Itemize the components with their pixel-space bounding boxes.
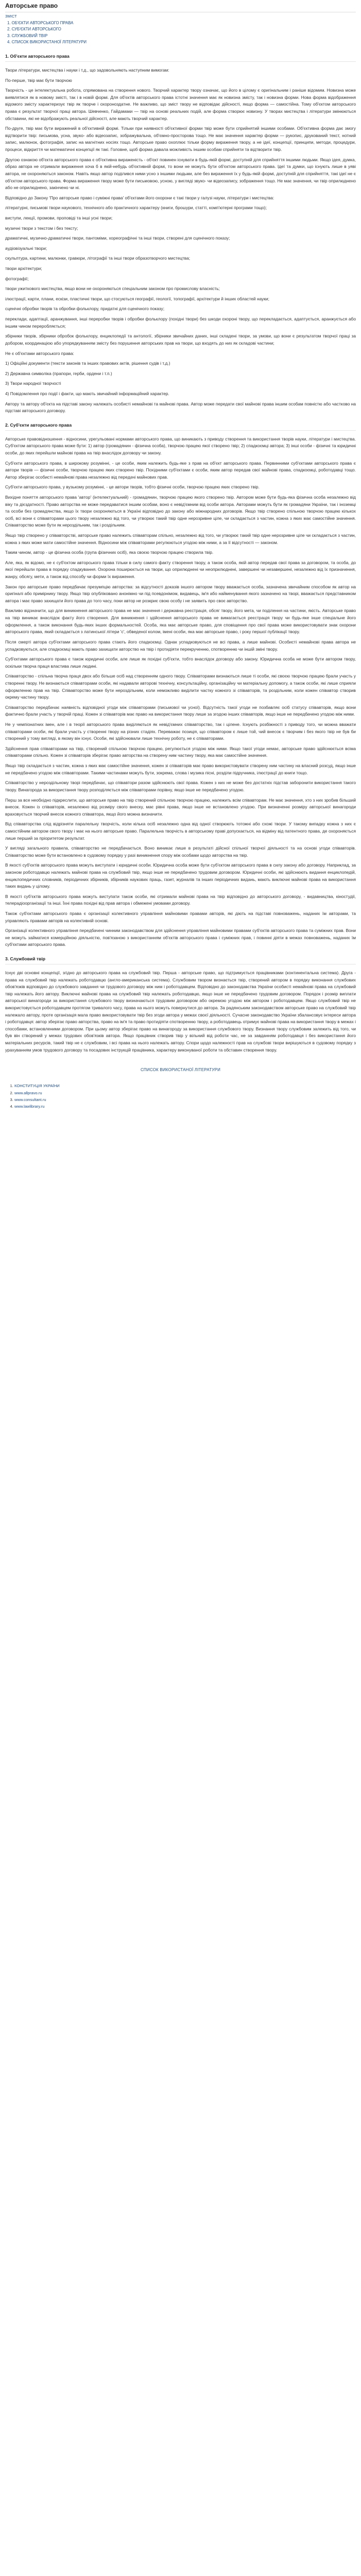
table-of-contents — [5, 13, 356, 46]
paragraph: Якщо твір складається з частин, кожна з яких має самостійне значення, кожен зі співавторів має право використовувати створену ним частину на власний розсуд, якщо інше не передбачено угодою між співавторами. Такими частинами можуть бути, зокрема, слова і музика пісні, розділи підручника, ілюстрації до книги тощо. — [5, 763, 356, 775]
document-page — [0, 0, 361, 1113]
paragraph: Вихідне поняття авторського права 'автор' (інтелектуальний) - громадянин, творчою працею якого створено твір. Автором може бути будь-яка фізична особа незалежно від віку та дієздатності. Право авторства не може передаватися іншим особам, воно є невід'ємним від особи автора. Авторами можуть бути як громадяни України, так і іноземці та особи без громадянства, якщо їх твори охороняються в Україні відповідно до закону або міжнародних договорів. Якщо твір створено спільною творчою працею кількох осіб, всі вони є співавторами цього твору незалежно від того, чи утворює такий твір одне нерозривне ціле, чи складається з частин, кожна з яких має самостійне значення. Співавторство може бути як нероздільним, так і роздільним. — [5, 494, 356, 528]
paragraph: Існує дві основні концепції, згідно до авторського права на службовий твір. Перша - авторське право, що підтримується працівниками (континентальна система). Друга - права на службовий твір належать роботодавцю (англо-американська система). Службовим твором визнається твір, створений автором в порядку виконання службових обов'язків відповідно до службового завдання чи трудового договору між ним і роботодавцем. Відповідно до законодавства України особисті немайнові права на службовий твір належать його автору. Виключні майнові права на службовий твір належать роботодавцю, якщо інше не передбачено трудовим договором. Порядок і розмір виплати авторської винагороди за використання службового твору визначаються трудовим договором або окремою угодою між автором і роботодавцем. Якщо службовий твір не використовується роботодавцем протягом тривалого часу, права на нього можуть повернутися до автора. За радянським законодавством авторське право на службовий твір належало автору, проте організація мала право використовувати твір без згоди автора у межах своєї діяльності. Сучасне законодавство України збалансовує інтереси автора і роботодавця: автор зберігає право авторства, право на ім'я та право протидіяти спотворенню твору, а роботодавець отримує майнові права на використання твору в межах і способами, встановленими договором. При цьому автор зберігає право на винагороду за використання службового твору. Визнання твору службовим залежить від того, чи був він створений у межах трудових обов'язків автора. Якщо працівник створив твір у вільний від роботи час, не за завданням роботодавця і без використання його матеріальних ресурсів, такий твір не є службовим, і всі права на нього належать автору. Спори щодо належності прав на службові твори вирішуються в судовому порядку з урахуванням умов трудового договору та посадових інструкцій працівника, характеру виконуваної роботи та обставин створення твору. — [5, 970, 356, 1053]
bibliography-item — [14, 1097, 356, 1103]
bibliography-link[interactable]: www.allpravo.ru — [14, 1090, 42, 1095]
bibliography-item — [14, 1104, 356, 1110]
paragraph: ілюстрації, карти, плани, ескізи, пластичні твори, що стосуються географії, геології, топографії, архітектури й інших областей науки; — [5, 296, 269, 301]
paragraph: музичні твори з текстом і без тексту; — [5, 225, 78, 231]
paragraph: Закон про авторське право передбачає презумпцію авторства: за відсутності доказів іншого автором твору вважається особа, зазначена звичайним способом як автор на оригіналі або примірнику твору. Якщо твір опубліковано анонімно чи під псевдонімом, видавець, ім'я або найменування якого зазначено на творі, вважається представником автора і має право захищати його права до того часу, поки автор не розкриє свою особу і не заявить про своє авторство. — [5, 584, 356, 603]
paragraph: Суб'єкти авторського права, у вузькому розумінні, - це автори творів, тобто фізичні особи, творчою працею яких створено твір. — [5, 484, 260, 490]
section-body — [5, 970, 356, 1054]
section-heading: 3. Службовий твір — [5, 956, 356, 964]
paragraph: По-перше, твір має бути творчою — [5, 77, 72, 83]
paragraph: сценічні обробки творів та обробки фольклору, придатні для сценічного показу; — [5, 306, 165, 312]
paragraph: Відповідно до Закону 'Про авторське право і суміжні права' об'єктами його охорони є такі твори у галузі науки, літератури і мистецтва: — [5, 195, 274, 200]
paragraph: Суб'єктами авторського права є також юридичні особи, але лише як похідні суб'єкти, тобто внаслідок договору або закону. Юридична особа не може бути автором твору, оскільки творча праця властива лише людині. — [5, 656, 356, 669]
section-service-work — [5, 956, 356, 1054]
paragraph: 3) Твори народної творчості — [5, 381, 61, 386]
bibliography-link[interactable]: www.lawlibrary.ru — [14, 1104, 45, 1109]
section-heading: 2. Суб'єкти авторського права — [5, 422, 356, 431]
paragraph: Важливо відзначити, що для виникнення авторського права не має значення і державна реєстрація, обсяг твору, його мета, чи поділення на частини, якість. Авторське право на твір виникає внаслідок факту його створення. Для виникнення і здійснення авторського права не вимагається реєстрація твору чи будь-яке інше спеціальне його оформлення, а також виконання будь-яких інших формальностей. Особа, яка має авторське право, для сповіщення про свої права може використовувати знак охорони авторського права, який складається з латинської літери 'с', обведеної колом, імені особи, яка має авторське право, і року першої публікації твору. — [5, 608, 356, 635]
paragraph: скульптура, картини, малюнки, гравюри, літографії та інші твори образотворчого мистецтва; — [5, 256, 191, 261]
paragraph: Не у чемпіонатних імен, але і в теорії авторського права виділяються як невід'ємних співавторство, так і цілене. Існують розбіжності з приводу того, чи можна вважати співавторами особи, які брали участь у створенні твору на різних стадіях. Переважає позиція, що співавтором є лише той, чий внесок є творчим і без якого твір не був би створений у тому вигляді, в якому він існує. Особи, які здійснювали лише технічну роботу, не є співавторами. — [5, 722, 356, 741]
paragraph: Авторське правовідношення - відносини, урегульовані нормами авторського права, що виникають з приводу створення та використання творів науки, літератури і мистецтва. Суб'єктом авторського права може бути: 1) автор (громадянин - фізична особа), творчою працею якої створено твір; 2) спадкоємці автора; 3) інші особи - фізичні та юридичні особи, до яких перейшли майнові права на твір внаслідок договору чи закону. — [5, 436, 356, 455]
bibliography-item — [14, 1083, 356, 1089]
paragraph: Також суб'єктами авторського права є організації колективного управління майновими правами авторів, які діють на підставі повноважень, наданих їм авторами, та управляють правами авторів на колективній основі. — [5, 911, 356, 923]
paragraph: 1) Офіційні документи (тексти законів та інших правових актів, рішення судів і т.д.) — [5, 361, 170, 366]
bibliography-link[interactable]: www.consultant.ru — [14, 1097, 46, 1102]
paragraph: Перш за все необхідно підкреслити, що авторське право на твір створений спільною творчою працею, належить всім співавторам. Не має значення, хто з них зробив більший внесок. Кожен із співавторів, незалежно від розміру свого внеску, має рівні права, якщо інше не встановлено угодою. При визначенні розміру авторської винагороди враховується творчий внесок кожного співавтора, якщо його можна визначити. — [5, 797, 356, 817]
paragraph: Здійснення прав співавторами на твір, створений спільною творчою працею, регулюється угодою між ними. Якщо такої угоди немає, авторське право здійснюється всіма співавторами спільно. Кожен зі співавторів зберігає право авторства на створену ним частину твору, яка має самостійне значення. — [5, 745, 356, 758]
paragraph: Але, яка, як відомо, не є суб'єктом авторського права тільки в силу самого факту створення твору, а також особа, якій автор передав свої права за договором, та особа, до якої перейшли права в порядку спадкування. Охорона поширюється на твори, що оприлюднені чи неоприлюднені, завершені чи незавершені, незалежно від їх призначення, жанру, обсягу, мети, а також від способу чи форми їх вираження. — [5, 560, 356, 580]
toc-link-bibliography[interactable]: 4. СПИСОК ВИКОРИСТАНОЇ ЛІТЕРАТУРИ — [7, 40, 87, 45]
section-objects — [5, 53, 356, 415]
paragraph: аудіовізуальні твори; — [5, 245, 47, 251]
paragraph: драматичні, музично-драматичні твори, пантоміми, хореографічні та інші твори, створені для сценічного показу; — [5, 235, 230, 241]
paragraph: Співавторство - спільна творча праця двох або більше осіб над створенням одного твору. Співавторами визнаються лише ті особи, які своєю творчою працею брали участь у створенні твору. Не визнаються співавторами особи, які надавали авторові технічну, консультаційну, організаційну чи матеріальну допомогу, а також особи, які лише сприяли оформленню прав на твір. Співавторство може бути нероздільним, коли неможливо виділити частку кожного зі співавторів, та роздільним, коли кожен співавтор створив окрему частину твору. — [5, 673, 356, 700]
section-body — [5, 67, 356, 415]
toc-heading: ЗМІСТ — [5, 14, 17, 19]
paragraph: Якщо твір створено у співавторстві, авторське право належить співавторам спільно, незалежно від того, чи утворює такий твір одне нерозривне ціле чи складається з частин, кожна з яких може мати самостійне значення. Відносини між співавторами регулюються угодою між ними, а за її відсутності — законом. — [5, 533, 356, 545]
paragraph: Не є об'єктами авторського права: — [5, 350, 74, 356]
toc-link-objects[interactable]: 1. ОБ'ЄКТИ АВТОРСЬКОГО ПРАВА — [7, 20, 74, 25]
page-title: Авторське право — [5, 1, 356, 12]
paragraph: Таким чином, автор - це фізична особа (група фізичних осіб), яка своєю творчою працею створила твір. — [5, 550, 214, 555]
paragraph: В якості суб'єктів авторського права можуть виступати і юридичні особи. Юридична особа може бути суб'єктом авторського права в силу закону або договору. Наприклад, за законом роботодавцю належать майнові права на службовий твір, якщо інше не передбачено трудовим договором. Юридичні особи, які здійснюють видання енциклопедій, енциклопедичних словників, періодичних збірників, збірників наукових праць, газет, журналів та інших періодичних видань, мають виключні майнові права на використання таких видань у цілому. — [5, 862, 356, 889]
bibliography-list — [5, 1083, 356, 1110]
toc-link-service-work[interactable]: 3. СЛУЖБОВИЙ ТВІР — [7, 33, 48, 38]
paragraph: В якості суб'єктів авторського права можуть виступати також особи, які отримали майнові права на твір відповідно до авторського договору, - видавництва, кіностудії, телерадіоорганізації та інші. Їхні права похідні від прав автора і обмежені умовами договору. — [5, 893, 356, 906]
toc-link-subjects[interactable]: 2. СУБ'ЄКТИ АВТОРСЬКОГО — [7, 27, 61, 32]
bibliography-item — [14, 1090, 356, 1096]
paragraph: Після смерті автора суб'єктами авторського права стають його спадкоємці. Однак успадковуються не всі права, а лише майнові. Особисті немайнові права автора не успадковуються, але спадкоємці мають право захищати авторство на твір і протидіяти перекрученню, спотворенню чи іншій зміні твору. — [5, 639, 356, 652]
paragraph: фотографії; — [5, 276, 29, 281]
section-subjects — [5, 422, 356, 948]
paragraph: Другою ознакою об'єкта авторського права є об'єктивна вираженість - об'єкт повинен існувати в будь-якій формі, доступній для сприйняття іншими людьми. Якщо ідея, думка, образ автора не отримали вираження хоча б в якій-небудь об'єктивній формі, то вони не можуть бути об'єктом авторського права. Ідеї та думки, що існують лише в уяві автора, не охороняються законом. Навіть якщо автор поділився ними усно з іншими людьми, але без вираження їх у будь-якій формі, доступній для сприйняття, такі ідеї не є об'єктом авторського права. Форма вираження твору може бути письмовою, усною, у вигляді звуко- чи відеозапису, зображення тощо. Не має значення, чи твір оприлюднено або не оприлюднено, закінчено чи ні. — [5, 157, 356, 191]
paragraph: твори архітектури; — [5, 266, 42, 272]
paragraph: збірники творів, збірники обробок фольклору, енциклопедії та антології, збірники звичайних даних, інші складені твори, за умови, що вони є результатом творчої праці за добором, координацією або упорядкуванням змісту без порушення авторських прав на твори, що входять до них як складові частини; — [5, 333, 356, 346]
paragraph: Організації колективного управління передбачені чинним законодавством для здійснення управління майновими правами суб'єктів авторського права та суміжних прав. Вони не можуть займатися комерційною діяльністю, пов'язаною з використанням об'єктів авторського права і суміжних прав, і повинні діяти в межах повноважень, наданих їм суб'єктами авторського права. — [5, 928, 356, 947]
paragraph: Твори літератури, мистецтва і науки і т.д., що задовольняють наступним вимогам: — [5, 67, 169, 73]
paragraph: літературні, письмові твори наукового, технічного або практичного характеру (книги, брошури, статті, комп'ютерні програми тощо); — [5, 205, 267, 211]
bibliography-heading: СПИСОК ВИКОРИСТАНОЇ ЛІТЕРАТУРИ — [140, 1067, 221, 1073]
paragraph: Співавторство у нероздільному творі передбачає, що співавтори разом здійснюють свої права. Кожен з них не може без достатніх підстав заборонити використання такого твору. Винагорода за використання твору розподіляється між співавторами порівну, якщо інше не передбачено угодою. — [5, 780, 356, 792]
paragraph: Суб'єкти авторського права, в широкому розумінні, - це особи, яким належить будь-яке з прав на об'єкт авторського права. Первинними суб'єктами авторського права є автори творів — фізичні особи, творчою працею яких створено твір. Похідними суб'єктами є особи, яким автор передав свої майнові права, спадкоємці, роботодавці тощо. Автор зберігає особисті немайнові права незалежно від передачі майнових прав. — [5, 460, 356, 480]
section-body — [5, 436, 356, 948]
paragraph: Творчість - це інтелектуальна робота, спрямована на створення нового. Творчий характер твору означає, що його в цілому є оригінальним і раніше відомим. Новизна може виявлятися як в новому змісті, так і в новій формі. Для об'єктів авторського права істотні значення має як новизна змісту, так і новизна форми. Нова форма відображення відомого змісту характеризує твір як творче і охороноздатне. Не важливо, що зміст твору не відповідає дійсності, якщо форма — самостійна. Тому об'єктом авторського права є результат творчої праці автора. Шевченко, Гайдамаки — твір на основі реальних подій, але форма створює новизну. У творах мистецтва і літератури змінюються обставини, які не відображують реальної дійсності, але мають творчий характер. — [5, 88, 356, 121]
paragraph: твори ужиткового мистецтва, якщо вони не охороняються спеціальним законом про промислову власність; — [5, 286, 220, 292]
paragraph: 4) Повідомлення про події і факти, що мають звичайний інформаційний характер. — [5, 391, 169, 396]
paragraph: У вигляді загального правила, співавторство не передбачається. Воно виникає лише в результаті дійсної спільної творчої діяльності та на основі угоди співавторів. Співавторство може бути встановлено в судовому порядку у разі виникнення спору між особами щодо авторства на твір. — [5, 845, 356, 858]
bibliography-link[interactable]: КОНСТИТУЦІЯ УКРАЇНИ — [14, 1083, 60, 1089]
section-heading: 1. Об'єкти авторського права — [5, 53, 356, 62]
paragraph: виступи, лекції, промови, проповіді та інші усні твори; — [5, 215, 113, 221]
paragraph: Співавторство передбачає наявність відповідної угоди між співавторами (письмової чи усної). Відсутність такої угоди не позбавляє осіб статусу співавторів, якщо вони фактично брали участь у творчій праці. Кожен зі співавторів має право на використання твору лише за згодою інших співавторів, якщо інше не передбачено угодою між ними. — [5, 704, 356, 717]
paragraph: переклади, адаптації, аранжування, інші переробки творів і обробки фольклору (похідні твори) без шкоди охороні твору, що перекладається, адаптується, аранжується або іншим чином переробляється; — [5, 316, 356, 329]
paragraph: 2) Державна символіка (прапори, герби, ордени і т.п.) — [5, 370, 112, 376]
paragraph: Від співавторства слід відрізняти паралельну творчість, коли кілька осіб незалежно одна від одної створюють тотожні або схожі твори. У такому випадку кожна з них є самостійним автором свого твору і має на нього авторське право. Паралельна творчість в авторському праві допускається, на відміну від патентного права, де охороняється лише перший за пріоритетом результат. — [5, 821, 356, 841]
paragraph: Автору та автору об'єкта на підставі закону належать особисті немайнові та майнові права. Автор може передати свої майнові права іншим особам повністю або частково на підставі авторського договору. — [5, 401, 356, 414]
paragraph: По-друге, твір має бути виражений в об'єктивній формі. Тільки при наявності об'єктивної форми твір може бути сприйнятий іншими особами. Об'єктивна форма дає змогу відтворити твір: письмова, усна, звуко- або відеозапис, зображувальна, об'ємно-просторова тощо. Не має значення характер форми — рукопис, друкований текст, нотний запис, малюнок, фотографія, запис на магнітних носіях тощо. Авторське право охоплює тільки форму вираження твору, а не ідеї, концепції, принципи, методи, процедури, процеси, відкриття чи математичні концепції як такі. Головне, щоб форма давала можливість іншим особам сприйняти та відтворити твір. — [5, 126, 356, 152]
